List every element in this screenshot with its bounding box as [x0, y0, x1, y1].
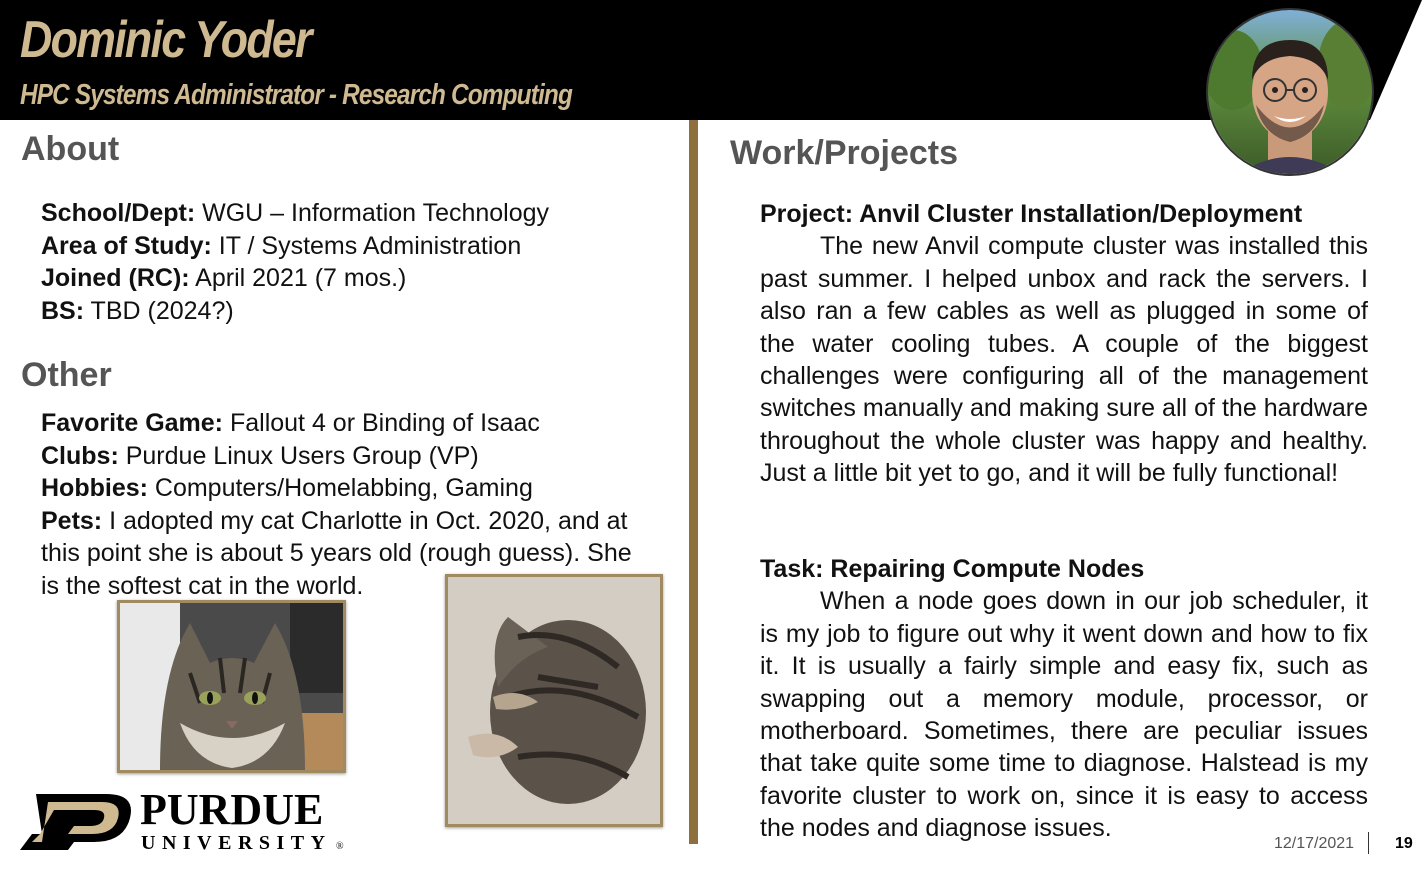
task-repair-title: Task: Repairing Compute Nodes [760, 555, 1145, 583]
footer-separator [1368, 832, 1369, 854]
slide-date: 12/17/2021 [1274, 835, 1355, 852]
purdue-wordmark: PURDUE [140, 785, 324, 834]
other-heading: Other [21, 356, 112, 394]
slide-number: 19 [1395, 835, 1413, 852]
task-repair [760, 553, 1368, 845]
other-row-hobbies: Hobbies: Computers/Homelabbing, Gaming [41, 474, 533, 502]
registered-mark: ® [336, 841, 344, 852]
project-anvil-title: Project: Anvil Cluster Installation/Deployment [760, 200, 1303, 228]
project-anvil [760, 198, 1368, 490]
about-list [41, 197, 549, 327]
about-row-school: School/Dept: WGU – Information Technology [41, 199, 550, 227]
about-row-joined: Joined (RC): April 2021 (7 mos.) [41, 264, 407, 292]
work-heading: Work/Projects [730, 134, 959, 172]
presenter-role: HPC Systems Administrator - Research Computing [20, 79, 572, 111]
about-heading: About [21, 130, 120, 168]
purdue-logo [18, 785, 358, 860]
other-row-game: Favorite Game: Fallout 4 or Binding of Isaac [41, 409, 540, 437]
portrait-photo [1208, 10, 1372, 174]
purdue-subtext: UNIVERSITY [141, 832, 332, 854]
about-row-degree: BS: TBD (2024?) [41, 296, 234, 325]
avatar [1206, 8, 1374, 176]
cat-photo-sleeping [445, 574, 663, 827]
project-anvil-body: The new Anvil compute cluster was installed this past summer. I helped unbox and rack the servers. I also ran a few cables as well as plugged in some of the water cooling tubes. A couple of the biggest challenges were configuring all of the management switches manually and making sure all of the hardware throughout the whole cluster was happy and healthy. Just a little bit yet to go, and it will be fully functional! [760, 232, 1368, 488]
task-repair-body: When a node goes down in our job scheduler, it is my job to figure out why it went down and how to fix it. It is usually a fairly simple and easy fix, such as swapping out a memory module, processor, or motherboard. Sometimes, there are peculiar issues that take quite some time to diagnose. Halstead is my favorite cluster to work on, since it is easy to access the nodes and diagnose issues. [760, 587, 1368, 843]
presenter-name: Dominic Yoder [20, 11, 311, 69]
column-divider [689, 120, 698, 844]
other-row-clubs: Clubs: Purdue Linux Users Group (VP) [41, 441, 479, 470]
cat-photo-face [117, 600, 346, 773]
other-list [41, 407, 653, 602]
about-row-area: Area of Study: IT / Systems Administration [41, 231, 522, 260]
other-row-pets: Pets: I adopted my cat Charlotte in Oct. 2020, and at this point she is about 5 years old (rough guess). She is the softest cat in the world. [41, 506, 632, 600]
